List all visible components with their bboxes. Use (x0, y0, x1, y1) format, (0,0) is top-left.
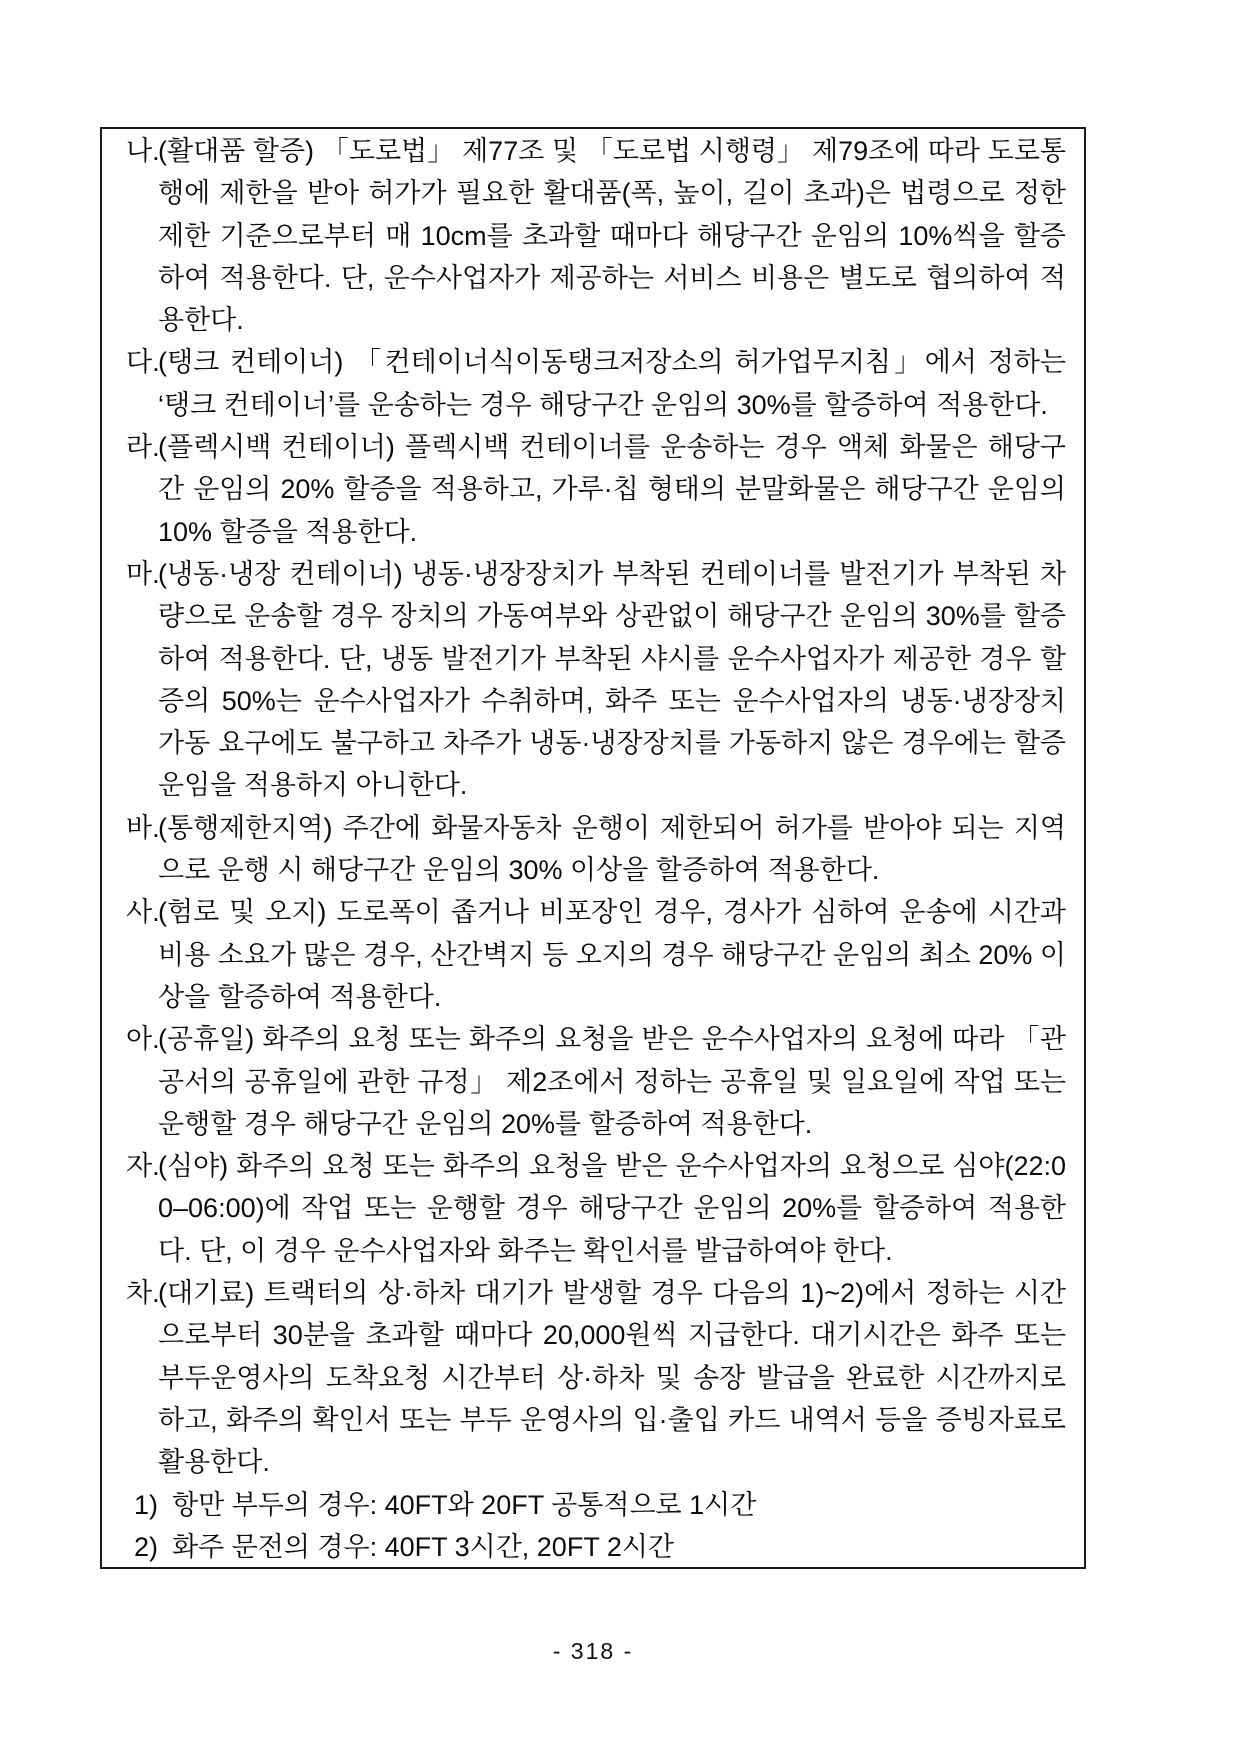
rule-item-text: (탱크 컨테이너) 「컨테이너식이동탱크저장소의 허가업무지침」에서 정하는 ‘탱크 컨테이너’를 운송하는 경우 해당구간 운임의 30%를 할증하여 적용한다. (158, 347, 1066, 420)
rule-item-text: (통행제한지역) 주간에 화물자동차 운행이 제한되어 허가를 받아야 되는 지역으로 운행 시 해당구간 운임의 30% 이상을 할증하여 적용한다. (158, 812, 1066, 886)
surcharge-rules-box (100, 127, 1086, 1569)
rule-item-label: 사. (126, 897, 160, 928)
rule-item-text: 화주 문전의 경우: 40FT 3시간, 20FT 2시간 (172, 1531, 675, 1562)
rule-item-text: 항만 부두의 경우: 40FT와 20FT 공통적으로 1시간 (172, 1489, 757, 1520)
rule-item-label: 바. (126, 812, 160, 843)
rule-item-label: 다. (126, 347, 160, 378)
rule-item-label: 라. (126, 432, 160, 463)
rule-item (126, 341, 1066, 426)
rule-item-text: (공휴일) 화주의 요청 또는 화주의 요청을 받은 운수사업자의 요청에 따라 「관공서의 공휴일에 관한 규정」 제2조에서 정하는 공휴일 및 일요일에 작업 또는 운행할 경우 해당구간 운임의 20%를 할증하여 적용한다. (158, 1024, 1066, 1139)
rule-item (126, 553, 1066, 807)
rule-item-label: 나. (126, 136, 160, 166)
rule-item-label: 자. (126, 1151, 160, 1182)
rule-item-label: 마. (126, 558, 160, 589)
rule-item-text: (심야) 화주의 요청 또는 화주의 요청을 받은 운수사업자의 요청으로 심야(22:00–06:00)에 작업 또는 운행할 경우 해당구간 운임의 20%를 할증하여 적용한다. 단, 이 경우 운수사업자와 화주는 확인서를 발급하여야 한다. (158, 1151, 1066, 1266)
rule-item-label: 1) (134, 1489, 159, 1520)
rule-item (126, 1272, 1066, 1483)
rule-item (134, 1526, 1066, 1568)
rule-item-label: 아. (126, 1024, 160, 1055)
rule-item-label: 2) (134, 1531, 159, 1562)
rule-item-text: (험로 및 오지) 도로폭이 좁거나 비포장인 경우, 경사가 심하여 운송에 시간과 비용 소요가 많은 경우, 산간벽지 등 오지의 경우 해당구간 운임의 최소 20% 이상을 할증하여 적용한다. (158, 897, 1066, 1012)
rule-item (126, 1145, 1066, 1272)
rule-item (126, 891, 1066, 1018)
rule-item-text: (냉동·냉장 컨테이너) 냉동·냉장장치가 부착된 컨테이너를 발전기가 부착된 차량으로 운송할 경우 장치의 가동여부와 상관없이 해당구간 운임의 30%를 할증하여 적용한다. 단, 냉동 발전기가 부착된 샤시를 운수사업자가 제공한 경우 할증의 50%는 운수사업자가 수취하며, 화주 또는 운수사업자의 냉동·냉장장치 가동 요구에도 불구하고 차주가 냉동·냉장장치를 가동하지 않은 경우에는 할증운임을 적용하지 아니한다. (158, 558, 1066, 801)
rule-item-text: (플렉시백 컨테이너) 플렉시백 컨테이너를 운송하는 경우 액체 화물은 해당구간 운임의 20% 할증을 적용하고, 가루·칩 형태의 분말화물은 해당구간 운임의 10% 할증을 적용한다. (158, 432, 1066, 547)
rule-item-text: (활대품 할증) 「도로법」 제77조 및 「도로법 시행령」 제79조에 따라 도로통행에 제한을 받아 허가가 필요한 활대품(폭, 높이, 길이 초과)은 법령으로 정한 제한 기준으로부터 매 10cm를 초과할 때마다 해당구간 운임의 10%씩을 할증하여 적용한다. 단, 운수사업자가 제공하는 서비스 비용은 별도로 협의하여 적용한다. (158, 136, 1066, 336)
rules-list (126, 130, 1066, 1568)
rule-item (126, 1018, 1066, 1145)
rule-item (126, 807, 1066, 892)
page-number: - 318 - (552, 1638, 634, 1664)
rule-item-label: 차. (126, 1278, 160, 1309)
rule-item-text: (대기료) 트랙터의 상·하차 대기가 발생할 경우 다음의 1)~2)에서 정하는 시간으로부터 30분을 초과할 때마다 20,000원씩 지급한다. 대기시간은 화주 또는 부두운영사의 도착요청 시간부터 상·하차 및 송장 발급을 완료한 시간까지로 하고, 화주의 확인서 또는 부두 운영사의 입·출입 카드 내역서 등을 증빙자료로 활용한다. (158, 1278, 1066, 1478)
rule-item (126, 426, 1066, 553)
rule-item (126, 130, 1066, 341)
rule-item (134, 1484, 1066, 1526)
